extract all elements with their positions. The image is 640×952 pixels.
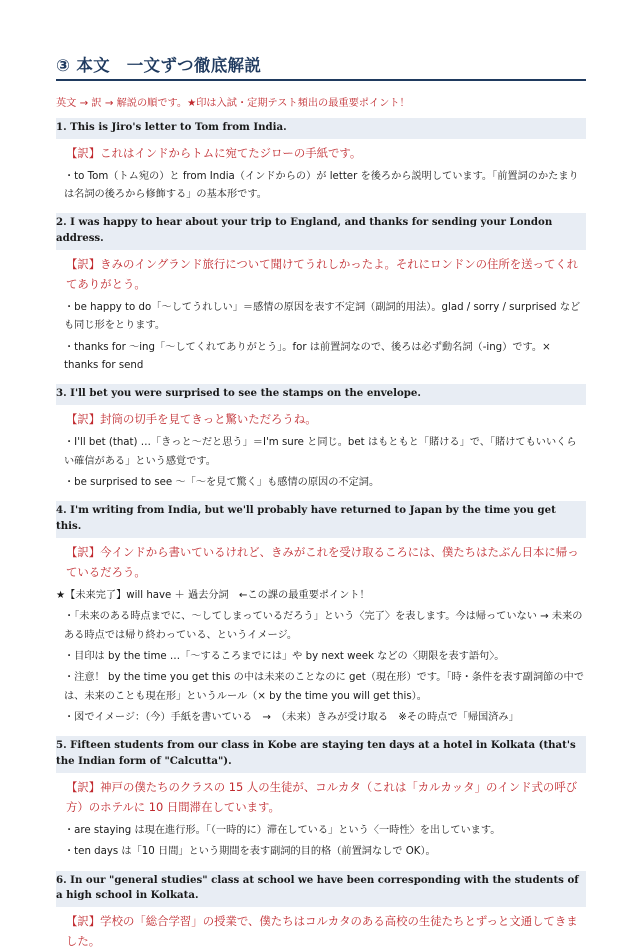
translation: 【訳】神戸の僕たちのクラスの 15 人の生徒が、コルカタ（これは「カルカッタ」のインド式の呼び方）のホテルに 10 日間滞在しています。: [66, 779, 578, 814]
explanation-note: ・図でイメージ：（今）手紙を書いている → （未来）きみが受け取る ※その時点で「帰国済み」: [64, 711, 519, 723]
english-sentence: 2. I was happy to hear about your trip to England, and thanks for sending your London address.: [56, 213, 586, 250]
page-title: ③ 本文 一文ずつ徹底解説: [56, 52, 586, 81]
translation: 【訳】封筒の切手を見てきっと驚いただろうね。: [66, 412, 317, 427]
sentence-section-2: [56, 213, 586, 375]
sentence-section-3: [56, 384, 586, 492]
explanation-note: ・注意！ by the time you get this の中は未来のことなのに get（現在形）です。「時・条件を表す副詞節の中では、未来のことも現在形」というルール（× by the time you will get this）。: [64, 672, 584, 702]
explanation-note: ・to Tom（トム宛の）と from India（インドからの）が letter を後ろから説明しています。「前置詞のかたまりは名詞の後ろから修飾する」の基本形です。: [64, 170, 579, 201]
document-page: [56, 52, 586, 952]
english-sentence: 5. Fifteen students from our class in Kobe are staying ten days at a hotel in Kolkata (that's the Indian form of "Calcutta").: [56, 736, 586, 773]
translation: 【訳】今インドから書いているけれど、きみがこれを受け取るころには、僕たちはたぶん日本に帰っているだろう。: [66, 544, 579, 579]
sentence-section-6: [56, 871, 586, 952]
explanation-note: ・目印は by the time …「～するころまでには」や by next week などの〈期限を表す語句〉。: [64, 650, 505, 662]
explanation-note: ・「未来のある時点までに、～してしまっているだろう」という〈完了〉を表します。今は帰っていない → 未来のある時点では帰り終わっている、というイメージ。: [64, 611, 583, 641]
sentence-section-1: [56, 118, 586, 204]
translation: 【訳】きみのイングランド旅行について聞けてうれしかったよ。それにロンドンの住所を送ってくれてありがとう。: [66, 257, 579, 292]
explanation-note: ・be happy to do「～してうれしい」＝感情の原因を表す不定詞（副詞的用法）。glad / sorry / surprised なども同じ形をとります。: [64, 302, 581, 332]
translation: 【訳】学校の「総合学習」の授業で、僕たちはコルカタのある高校の生徒たちとずっと文通してきました。: [66, 914, 578, 949]
english-sentence: 4. I'm writing from India, but we'll probably have returned to Japan by the time you get this.: [56, 501, 586, 538]
intro-text: 英文 → 訳 → 解説の順です。★印は入試・定期テスト頻出の最重要ポイント！: [56, 98, 410, 109]
explanation-note: ・are staying は現在進行形。「（一時的に）滞在している」という〈一時性〉を出しています。: [64, 824, 501, 836]
explanation-note: ・I'll bet (that) …「きっと～だと思う」＝I'm sure と同じ。bet はもともと「賭ける」で、「賭けてもいいくらい確信がある」という感覚です。: [64, 437, 577, 467]
english-sentence: 3. I'll bet you were surprised to see the stamps on the envelope.: [56, 384, 586, 405]
key-point-note: ★【未来完了】will have ＋ 過去分詞 ←この課の最重要ポイント！: [56, 589, 370, 601]
explanation-note: ・thanks for ～ing「～してくれてありがとう」。for は前置詞なので、後ろは必ず動名詞（-ing）です。× thanks for send: [64, 341, 551, 372]
sentence-section-4: [56, 501, 586, 727]
explanation-note: ・ten days は「10 日間」という期間を表す副詞的目的格（前置詞なしで OK）。: [64, 846, 436, 858]
sentence-section-5: [56, 736, 586, 861]
english-sentence: 6. In our "general studies" class at school we have been corresponding with the students of a high school in Kolkata.: [56, 871, 586, 908]
translation: 【訳】これはインドからトムに宛てたジローの手紙です。: [66, 145, 362, 160]
explanation-note: ・be surprised to see ～「～を見て驚く」も感情の原因の不定詞。: [64, 476, 380, 488]
english-sentence: 1. This is Jiro's letter to Tom from India.: [56, 118, 586, 139]
